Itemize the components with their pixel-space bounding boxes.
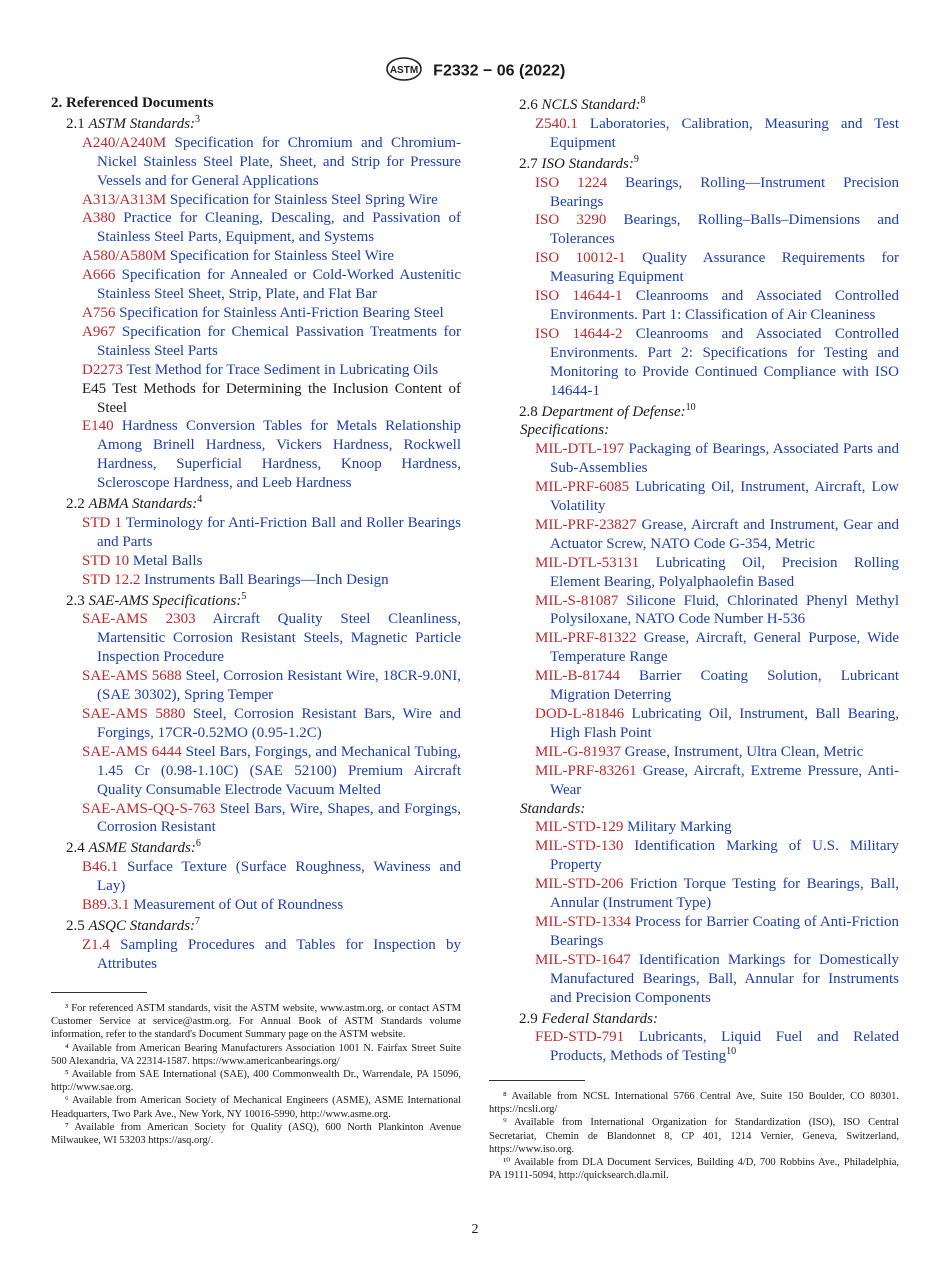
reference-code: MIL-STD-1647 xyxy=(535,951,631,968)
reference-title: Steel Bars, Wire, Shapes, and Forgings, Corrosion Resistant xyxy=(97,800,461,836)
reference-entry[interactable] xyxy=(66,858,461,896)
reference-entry[interactable] xyxy=(66,743,461,800)
footnote-rule xyxy=(489,1080,585,1081)
reference-title: Friction Torque Testing for Bearings, Ball, Annular (Instrument Type) xyxy=(550,876,899,912)
reference-entry[interactable] xyxy=(66,417,461,493)
reference-title: Packaging of Bearings, Associated Parts and Sub-Assemblies xyxy=(550,441,899,477)
reference-code: A756 xyxy=(82,304,116,321)
reference-title: Lubricating Oil, Instrument, Ball Bearing, High Flash Point xyxy=(550,706,899,741)
page-header xyxy=(0,56,950,87)
subsection-number: 2.2 xyxy=(66,496,89,513)
reference-entry[interactable] xyxy=(66,705,461,743)
reference-code: MIL-STD-1334 xyxy=(535,913,631,930)
footnote: ⁴ Available from American Bearing Manufacturers Association 1001 N. Fairfax Street Suite 500 Alexandria, VA 22314-1587. https://www.americanbearings.org/ xyxy=(51,1042,461,1067)
reference-code: MIL-S-81087 xyxy=(535,592,619,609)
footnote: ¹⁰ Available from DLA Document Services, Building 4/D, 700 Robbins Ave., Philadelphia, PA 19111-5094, http://quicksearch.dla.mil. xyxy=(489,1157,899,1182)
reference-entry[interactable] xyxy=(519,592,899,630)
reference-code: SAE-AMS-QQ-S-763 xyxy=(82,800,216,817)
subsection-heading xyxy=(504,155,899,174)
reference-code: B46.1 xyxy=(82,859,119,876)
reference-title: Steel, Corrosion Resistant Bars, Wire and Forgings, 17CR-0.52MO (0.95-1.2C) xyxy=(97,706,461,741)
footnote-marker: 10 xyxy=(726,1046,737,1058)
reference-code: ISO 10012-1 xyxy=(535,250,626,267)
reference-entry[interactable] xyxy=(519,762,899,800)
reference-title: Specification for Chromium and Chromium-Nickel Stainless Steel Plate, Sheet, and Strip for Pressure Vessels and for General Applications xyxy=(97,134,461,189)
astm-logo-icon xyxy=(385,56,423,87)
section-title: 2. Referenced Documents xyxy=(51,95,214,111)
footnote: ⁵ Available from SAE International (SAE), 400 Commonwealth Dr., Warrendale, PA 15096, http://www.sae.org. xyxy=(51,1069,461,1094)
reference-title: Grease, Aircraft, General Purpose, Wide Temperature Range xyxy=(550,630,899,666)
reference-code: STD 1 xyxy=(82,514,122,531)
reference-code: SAE-AMS 6444 xyxy=(82,743,182,760)
reference-title: Steel, Corrosion Resistant Wire, 18CR-9.0NI, (SAE 30302), Spring Temper xyxy=(97,668,461,704)
subsection-number: 2.8 xyxy=(519,403,542,420)
reference-code: B89.3.1 xyxy=(82,897,130,914)
reference-title: Specification for Annealed or Cold-Worked Austenitic Stainless Steel Sheet, Strip, Plate, and Flat Bar xyxy=(97,267,461,303)
reference-title: Test Methods for Determining the Inclusion Content of Steel xyxy=(97,380,461,416)
subsection-label: ASTM Standards: xyxy=(88,115,196,132)
reference-entry[interactable] xyxy=(66,134,461,191)
reference-entry[interactable] xyxy=(519,516,899,554)
reference-entry[interactable] xyxy=(519,1028,899,1066)
reference-title: Barrier Coating Solution, Lubricant Migration Deterring xyxy=(550,668,899,704)
reference-code: SAE-AMS 5880 xyxy=(82,706,186,722)
footnote-marker: 4 xyxy=(197,494,203,506)
reference-code: D2273 xyxy=(82,361,123,378)
reference-code: MIL-G-81937 xyxy=(535,743,621,760)
reference-entry[interactable] xyxy=(66,800,461,838)
footnote-marker: 9 xyxy=(633,153,639,165)
reference-title: Lubricants, Liquid Fuel and Related Products, Methods of Testing xyxy=(550,1029,899,1065)
footnote-marker: 3 xyxy=(195,113,201,125)
reference-code: E45 xyxy=(82,380,107,397)
reference-entry[interactable] xyxy=(519,174,899,212)
reference-code: MIL-PRF-23827 xyxy=(535,516,637,533)
reference-entry[interactable] xyxy=(519,629,899,667)
reference-title: Steel Bars, Forgings, and Mechanical Tubing, 1.45 Cr (0.98-1.10C) (SAE 52100) Premium Aircraft Quality Consumable Electrode Vacuum Melted xyxy=(97,743,461,798)
reference-entry[interactable] xyxy=(66,896,461,915)
reference-entry[interactable] xyxy=(519,913,899,951)
reference-title: Lubricating Oil, Instrument, Aircraft, Low Volatility xyxy=(550,479,899,515)
reference-code: E140 xyxy=(82,418,114,435)
reference-entry[interactable] xyxy=(519,554,899,592)
reference-code: A313/A313M xyxy=(82,191,167,208)
subsection-heading xyxy=(504,96,899,115)
reference-entry[interactable] xyxy=(519,951,899,1008)
reference-entry[interactable] xyxy=(66,247,461,266)
reference-code: A380 xyxy=(82,210,116,227)
footnote-marker: 5 xyxy=(241,590,247,602)
subsection-number: 2.7 xyxy=(519,155,542,172)
footnote-marker: 10 xyxy=(685,401,696,413)
left-footnotes xyxy=(51,1002,461,1147)
footnote: ⁷ Available from American Society for Quality (ASQ), 600 North Plankinton Avenue Milwaukee, WI 53203 https://asq.org/. xyxy=(51,1121,461,1147)
reference-title: Metal Balls xyxy=(129,552,203,569)
subsection-heading xyxy=(51,115,461,134)
reference-code: MIL-STD-129 xyxy=(535,819,624,836)
subsection-number: 2.3 xyxy=(66,592,89,609)
reference-entry[interactable] xyxy=(66,266,461,304)
reference-code: Z1.4 xyxy=(82,936,110,953)
footnote-marker: 6 xyxy=(195,838,201,850)
reference-entry[interactable] xyxy=(519,287,899,325)
reference-title: Aircraft Quality Steel Cleanliness, Martensitic Corrosion Resistant Steels, Magnetic Particle Inspection Procedure xyxy=(97,611,461,666)
reference-entry[interactable] xyxy=(66,667,461,705)
reference-code: MIL-B-81744 xyxy=(535,668,620,685)
subsection-heading xyxy=(504,1010,899,1029)
subsection-label: ABMA Standards: xyxy=(88,496,198,513)
right-footnotes xyxy=(489,1090,899,1182)
subsection-heading xyxy=(51,592,461,611)
reference-title: Bearings, Rolling–Balls–Dimensions and Tolerances xyxy=(550,212,899,248)
footnote-marker: 7 xyxy=(195,915,201,927)
footnote: ⁸ Available from NCSL International 5766 Central Ave, Suite 150 Boulder, CO 80301. https://ncsli.org/ xyxy=(489,1091,899,1116)
subsection-label: SAE-AMS Specifications: xyxy=(88,592,242,609)
subsection-number: 2.4 xyxy=(66,840,89,857)
reference-code: A240/A240M xyxy=(82,134,167,151)
reference-title: Practice for Cleaning, Descaling, and Passivation of Stainless Steel Parts, Equipment, and Systems xyxy=(97,210,461,246)
reference-entry[interactable] xyxy=(66,571,461,590)
reference-title: Specification for Stainless Steel Spring Wire xyxy=(166,191,438,208)
subsection-heading xyxy=(51,917,461,936)
reference-code: SAE-AMS 5688 xyxy=(82,668,182,685)
reference-entry[interactable] xyxy=(66,323,461,361)
subsection-label: ASQC Standards: xyxy=(88,917,196,934)
reference-code: ISO 3290 xyxy=(535,212,607,229)
reference-entry[interactable] xyxy=(66,304,461,323)
reference-code: MIL-PRF-6085 xyxy=(535,479,630,496)
subsection-heading xyxy=(51,495,461,514)
reference-title: Grease, Aircraft, Extreme Pressure, Anti-Wear xyxy=(550,762,899,798)
reference-code: A967 xyxy=(82,323,116,340)
reference-title: Laboratories, Calibration, Measuring and Test Equipment xyxy=(550,115,899,151)
footnote: ⁶ Available from American Society of Mechanical Engineers (ASME), ASME International Headquarters, Two Park Ave., New York, NY 10016-5990, http://www.asme.org. xyxy=(51,1095,461,1120)
reference-code: MIL-PRF-83261 xyxy=(535,762,637,779)
reference-code: STD 12.2 xyxy=(82,571,141,588)
reference-code: MIL-STD-130 xyxy=(535,838,624,855)
subsection-label: ASME Standards: xyxy=(88,840,196,857)
svg-text:ASTM: ASTM xyxy=(389,65,418,76)
reference-code: Z540.1 xyxy=(535,115,578,132)
subsection-label: Federal Standards: xyxy=(541,1010,659,1027)
reference-code: ISO 1224 xyxy=(535,174,608,191)
reference-code: MIL-PRF-81322 xyxy=(535,630,637,647)
reference-title: Test Method for Trace Sediment in Lubricating Oils xyxy=(122,361,439,378)
reference-title: Instruments Ball Bearings—Inch Design xyxy=(140,571,389,588)
subsection-heading xyxy=(51,839,461,858)
reference-entry[interactable] xyxy=(519,325,899,401)
reference-title: Grease, Aircraft and Instrument, Gear and Actuator Screw, NATO Code G-354, Metric xyxy=(550,516,899,552)
reference-code: ISO 14644-2 xyxy=(535,325,623,342)
reference-title: Hardness Conversion Tables for Metals Relationship Among Brinell Hardness, Vickers Hardness, Rockwell Hardness, Superficial Hardness, Knoop Hardness, Scleroscope Hardness, and Leeb Hardness xyxy=(97,418,461,492)
subsection-heading xyxy=(504,403,899,422)
reference-title: Surface Texture (Surface Roughness, Waviness and Lay) xyxy=(97,859,461,895)
reference-entry[interactable] xyxy=(66,361,461,380)
subsection-number: 2.1 xyxy=(66,115,89,132)
right-column xyxy=(504,94,899,1066)
reference-code: DOD-L-81846 xyxy=(535,706,625,722)
reference-entry[interactable] xyxy=(519,478,899,516)
left-column xyxy=(51,94,461,974)
reference-entry[interactable] xyxy=(66,936,461,974)
reference-code: MIL-DTL-53131 xyxy=(535,554,640,571)
footnote: ³ For referenced ASTM standards, visit the ASTM website, www.astm.org, or contact ASTM Customer Service at service@astm.org. For Annual Book of ASTM Standards volume information, refer to the standard's Document Summary page on the ASTM website. xyxy=(51,1003,461,1041)
reference-title: Specification for Stainless Steel Wire xyxy=(166,248,394,265)
reference-title: Process for Barrier Coating of Anti-Friction Bearings xyxy=(550,913,899,949)
reference-code: FED-STD-791 xyxy=(535,1029,625,1046)
footnote-marker: 8 xyxy=(640,95,646,106)
page-number: 2 xyxy=(471,1222,479,1237)
reference-entry[interactable] xyxy=(519,440,899,478)
reference-entry[interactable] xyxy=(519,743,899,762)
reference-entry[interactable] xyxy=(519,249,899,287)
reference-title: Specification for Chemical Passivation Treatments for Stainless Steel Parts xyxy=(97,323,461,359)
reference-title: Military Marking xyxy=(623,819,732,836)
reference-entry[interactable] xyxy=(519,837,899,875)
reference-entry[interactable] xyxy=(519,667,899,705)
reference-title: Silicone Fluid, Chlorinated Phenyl Methyl Polysiloxane, NATO Code Number H-536 xyxy=(550,592,899,628)
reference-title: Identification Marking of U.S. Military Property xyxy=(550,838,899,874)
footnote: ⁹ Available from International Organization for Standardization (ISO), ISO Central Secretariat, Chemin de Blandonnet 8, CP 401, 1214 Vernier, Geneva, Switzerland, https://www.iso.org. xyxy=(489,1117,899,1155)
reference-entry[interactable] xyxy=(66,209,461,247)
reference-code: A666 xyxy=(82,267,116,284)
designation: F2332 − 06 (2022) xyxy=(433,62,566,80)
subsection-label: ISO Standards: xyxy=(541,155,634,172)
reference-title: Measurement of Out of Roundness xyxy=(129,897,344,914)
reference-entry[interactable] xyxy=(519,818,899,837)
reference-entry[interactable] xyxy=(66,552,461,571)
reference-entry[interactable] xyxy=(66,191,461,210)
reference-code: A580/A580M xyxy=(82,248,167,265)
reference-code: MIL-STD-206 xyxy=(535,876,624,893)
reference-entry[interactable] xyxy=(519,115,899,153)
subsection-label: Department of Defense: xyxy=(541,403,686,420)
reference-entry[interactable] xyxy=(66,514,461,552)
sub-label: Specifications: xyxy=(520,422,610,439)
reference-entry[interactable] xyxy=(519,705,899,743)
reference-entry[interactable] xyxy=(519,875,899,913)
reference-entry[interactable] xyxy=(66,610,461,667)
reference-title: Quality Assurance Requirements for Measuring Equipment xyxy=(550,250,899,286)
reference-title: Cleanrooms and Associated Controlled Environments. Part 1: Classification of Air Cleaniness xyxy=(550,288,900,323)
subsection-number: 2.6 xyxy=(519,97,542,113)
reference-title: Sampling Procedures and Tables for Inspection by Attributes xyxy=(97,936,461,972)
reference-title: Lubricating Oil, Precision Rolling Element Bearing, Polyalphaolefin Based xyxy=(550,554,899,590)
reference-title: Specification for Stainless Anti-Friction Bearing Steel xyxy=(115,304,444,321)
subsection-label: NCLS Standard: xyxy=(541,97,641,113)
sub-label: Standards: xyxy=(520,800,586,817)
subsection-number: 2.9 xyxy=(519,1010,542,1027)
reference-code: ISO 14644-1 xyxy=(535,288,623,305)
reference-code: MIL-DTL-197 xyxy=(535,441,625,458)
reference-title: Terminology for Anti-Friction Ball and Roller Bearings and Parts xyxy=(97,514,461,550)
reference-code: SAE-AMS 2303 xyxy=(82,611,196,628)
footnote-rule xyxy=(51,992,147,993)
reference-title: Cleanrooms and Associated Controlled Environments. Part 2: Specifications for Testing and Monitoring to Provide Continued Compliance with ISO 14644-1 xyxy=(550,325,900,399)
reference-entry[interactable] xyxy=(519,211,899,249)
reference-title: Grease, Instrument, Ultra Clean, Metric xyxy=(620,743,864,760)
subsection-number: 2.5 xyxy=(66,917,89,934)
reference-title: Bearings, Rolling—Instrument Precision Bearings xyxy=(550,174,899,210)
reference-code: STD 10 xyxy=(82,552,130,569)
reference-entry[interactable] xyxy=(66,380,461,418)
reference-title: Identification Markings for Domestically Manufactured Bearings, Ball, Annular for Instruments and Precision Components xyxy=(550,951,899,1006)
